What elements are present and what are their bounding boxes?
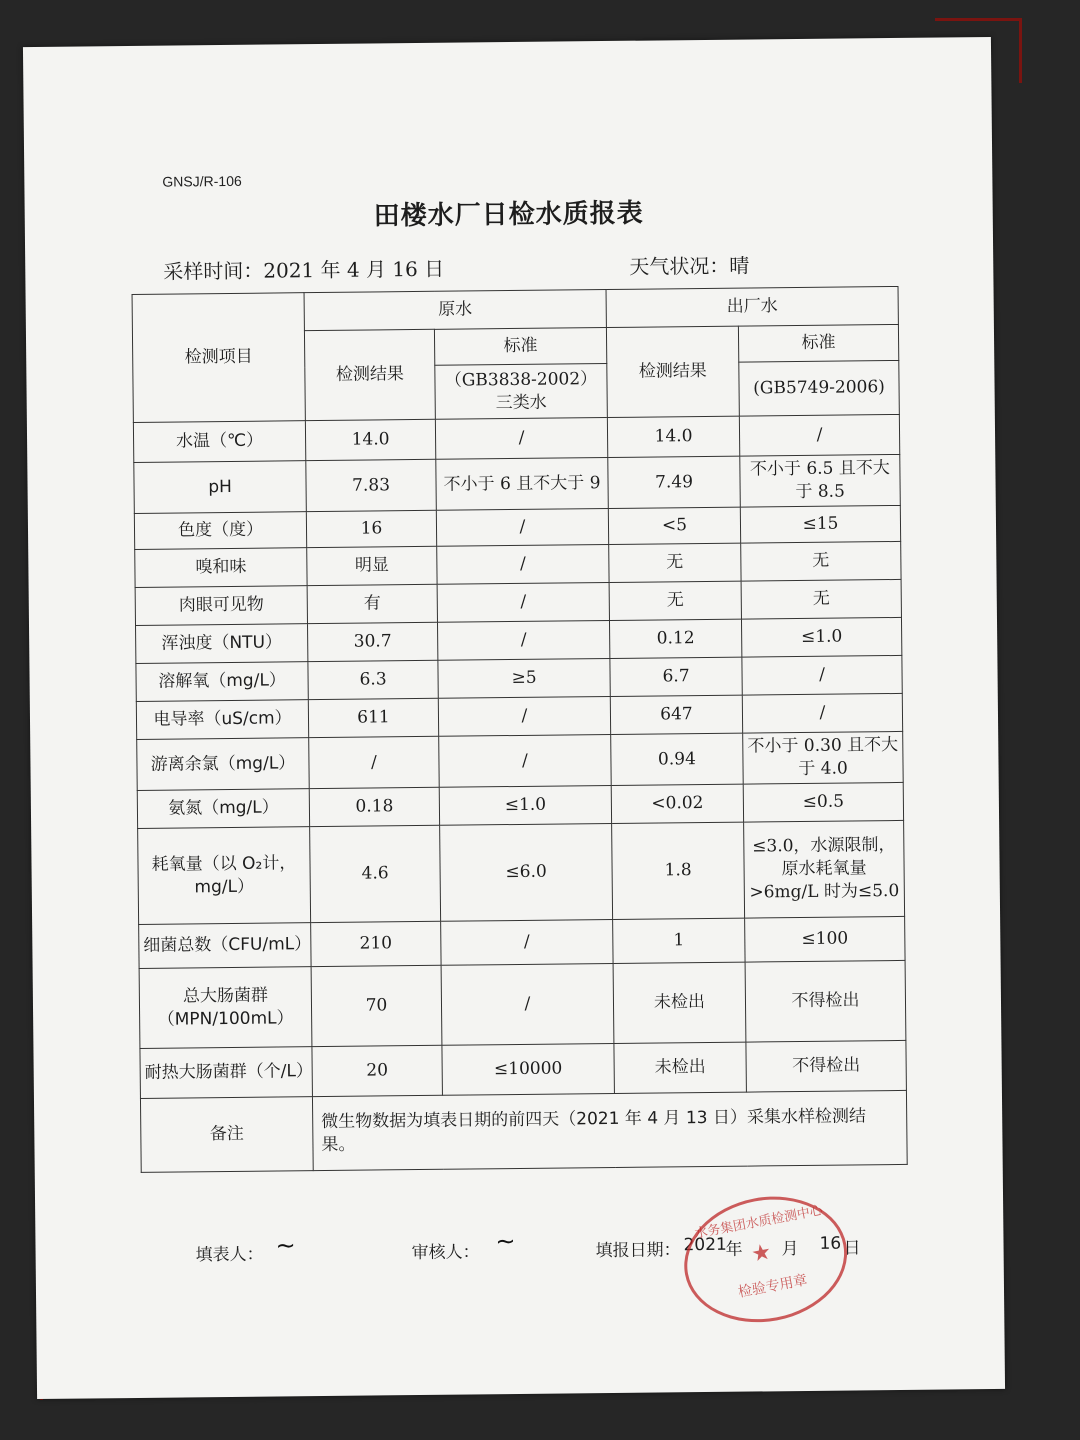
row-raw-standard: / — [436, 509, 608, 547]
row-raw-result: 有 — [307, 584, 437, 623]
row-out-standard: 不得检出 — [746, 1040, 907, 1092]
weather-label: 天气状况： — [629, 253, 730, 279]
row-raw-standard: / — [437, 620, 609, 660]
date-day-unit: 日 — [843, 1238, 861, 1259]
water-quality-table-wrap — [132, 286, 907, 1173]
filler-label: 填表人： — [195, 1244, 264, 1266]
table-row — [137, 731, 903, 790]
report-footer — [35, 1222, 1004, 1292]
row-out-standard: 无 — [741, 579, 901, 619]
row-out-result: <5 — [608, 507, 740, 544]
row-out-result: 647 — [610, 695, 742, 734]
row-out-standard: 不得检出 — [745, 960, 906, 1042]
water-quality-table — [132, 286, 908, 1173]
row-out-standard: 不小于 0.30 且不大于 4.0 — [743, 731, 904, 784]
row-item: 耗氧量（以 O₂计，mg/L） — [138, 827, 311, 925]
row-out-standard: ≤1.0 — [741, 617, 901, 657]
date-label: 填报日期： — [595, 1240, 681, 1262]
row-item: pH — [134, 461, 307, 514]
row-raw-result: 30.7 — [308, 622, 438, 661]
row-raw-result: / — [309, 736, 440, 788]
row-out-result: 无 — [609, 543, 741, 582]
table-row — [140, 1040, 906, 1098]
date-day: 16 — [819, 1233, 842, 1254]
header-outlet-water: 出厂水 — [606, 286, 898, 327]
row-raw-result: 16 — [306, 510, 436, 547]
report-paper — [23, 37, 1005, 1399]
raw-standard-class: 三类水 — [495, 392, 547, 413]
row-out-standard: ≤100 — [745, 916, 905, 962]
table-row — [138, 820, 905, 924]
row-item: 电导率（uS/cm） — [136, 700, 308, 740]
row-raw-result: 6.3 — [308, 660, 438, 699]
row-raw-standard: ≤1.0 — [439, 785, 611, 825]
row-item: 水温（℃） — [133, 421, 305, 463]
row-item: 肉眼可见物 — [135, 586, 307, 626]
header-item: 检测项目 — [132, 293, 305, 423]
row-raw-standard: ≤6.0 — [440, 823, 613, 921]
header-outlet-standard: 标准 — [738, 324, 898, 362]
row-out-standard: ≤3.0，水源限制，原水耗氧量>6mg/L 时为≤5.0 — [744, 820, 905, 918]
row-raw-result: 14.0 — [305, 419, 435, 460]
filler-signature: ~ — [275, 1231, 296, 1260]
row-out-standard: ≤0.5 — [743, 782, 903, 822]
weather-value: 晴 — [729, 253, 750, 278]
row-raw-result: 611 — [308, 698, 438, 737]
row-raw-standard: ≥5 — [438, 658, 610, 698]
row-out-standard: 不小于 6.5 且不大于 8.5 — [740, 454, 901, 507]
header-raw-standard-code — [435, 364, 608, 420]
row-raw-standard: / — [437, 544, 609, 584]
row-out-standard: 无 — [741, 541, 901, 581]
row-raw-standard: / — [435, 418, 607, 460]
row-item: 溶解氧（mg/L） — [136, 662, 308, 702]
seal-bottom-text: 检验专用章 — [736, 1272, 809, 1301]
sampling-time-label: 采样时间： — [163, 258, 264, 284]
header-outlet-standard-code: (GB5749-2006) — [739, 360, 900, 416]
row-out-result: 0.94 — [611, 733, 744, 785]
header-raw-standard: 标准 — [434, 328, 606, 366]
row-item: 游离余氯（mg/L） — [137, 738, 310, 791]
seal-ring-text: 水务集团水质检测中心 — [693, 1203, 825, 1242]
row-raw-standard: ≤10000 — [442, 1043, 615, 1095]
row-raw-standard: / — [441, 919, 613, 965]
row-out-standard: / — [739, 414, 899, 456]
weather-status — [629, 250, 749, 280]
row-raw-result: 20 — [312, 1045, 443, 1096]
row-out-result: 1 — [613, 918, 745, 963]
row-raw-result: 4.6 — [310, 825, 441, 922]
date-year: 2021 — [683, 1234, 727, 1256]
row-out-result: 未检出 — [614, 1042, 747, 1093]
header-raw-result: 检测结果 — [304, 329, 435, 420]
row-out-standard: / — [742, 655, 902, 695]
row-item: 总大肠菌群（MPN/100mL） — [139, 967, 312, 1049]
row-item: 细菌总数（CFU/mL） — [139, 923, 311, 969]
report-title: 田楼水厂日检水质报表 — [373, 198, 644, 232]
row-raw-result: 明显 — [307, 546, 437, 585]
table-row — [139, 960, 906, 1048]
row-out-standard: / — [742, 693, 902, 733]
row-out-result: 无 — [609, 581, 741, 620]
sampling-time-value: 2021 年 4 月 16 日 — [263, 256, 445, 283]
remark-text: 微生物数据为填表日期的前四天（2021 年 4 月 13 日）采集水样检测结果。 — [312, 1090, 907, 1170]
row-raw-result: 210 — [311, 921, 441, 966]
row-out-result: 0.12 — [609, 619, 741, 658]
document-code: GNSJ/R-106 — [162, 172, 242, 190]
sampling-time — [163, 253, 444, 285]
row-out-result: <0.02 — [611, 784, 743, 823]
official-seal — [674, 1183, 861, 1335]
row-out-standard: ≤15 — [740, 505, 900, 543]
reviewer-signature: ~ — [495, 1227, 516, 1256]
row-item: 耐热大肠菌群（个/L） — [140, 1047, 313, 1099]
row-raw-standard: / — [437, 582, 609, 622]
table-row — [134, 454, 900, 513]
row-item: 浑浊度（NTU） — [136, 624, 308, 664]
row-item: 色度（度） — [134, 512, 306, 550]
row-out-result: 7.49 — [608, 456, 741, 508]
row-raw-result: 0.18 — [309, 787, 439, 826]
row-raw-result: 7.83 — [306, 459, 437, 511]
row-item: 嗅和味 — [135, 548, 307, 588]
remark-row — [140, 1090, 907, 1172]
header-outlet-result: 检测结果 — [606, 326, 739, 417]
row-out-result: 6.7 — [610, 657, 742, 696]
row-out-result: 14.0 — [607, 416, 739, 457]
row-raw-result: 70 — [311, 965, 442, 1046]
row-raw-standard: / — [438, 696, 610, 736]
reviewer-label: 审核人： — [411, 1242, 480, 1264]
date-month-unit: 月 — [781, 1239, 799, 1260]
row-item: 氨氮（mg/L） — [137, 789, 309, 829]
row-raw-standard: 不小于 6 且不大于 9 — [436, 458, 609, 511]
row-raw-standard: / — [441, 963, 614, 1045]
remark-label: 备注 — [140, 1097, 313, 1173]
seal-star-icon: ★ — [749, 1239, 774, 1268]
row-raw-standard: / — [439, 734, 612, 787]
header-raw-water: 原水 — [304, 290, 606, 331]
row-out-result: 未检出 — [613, 962, 746, 1043]
row-out-result: 1.8 — [612, 822, 745, 919]
raw-standard-code: （GB3838-2002） — [444, 368, 598, 391]
date-year-unit: 年 — [725, 1239, 743, 1260]
